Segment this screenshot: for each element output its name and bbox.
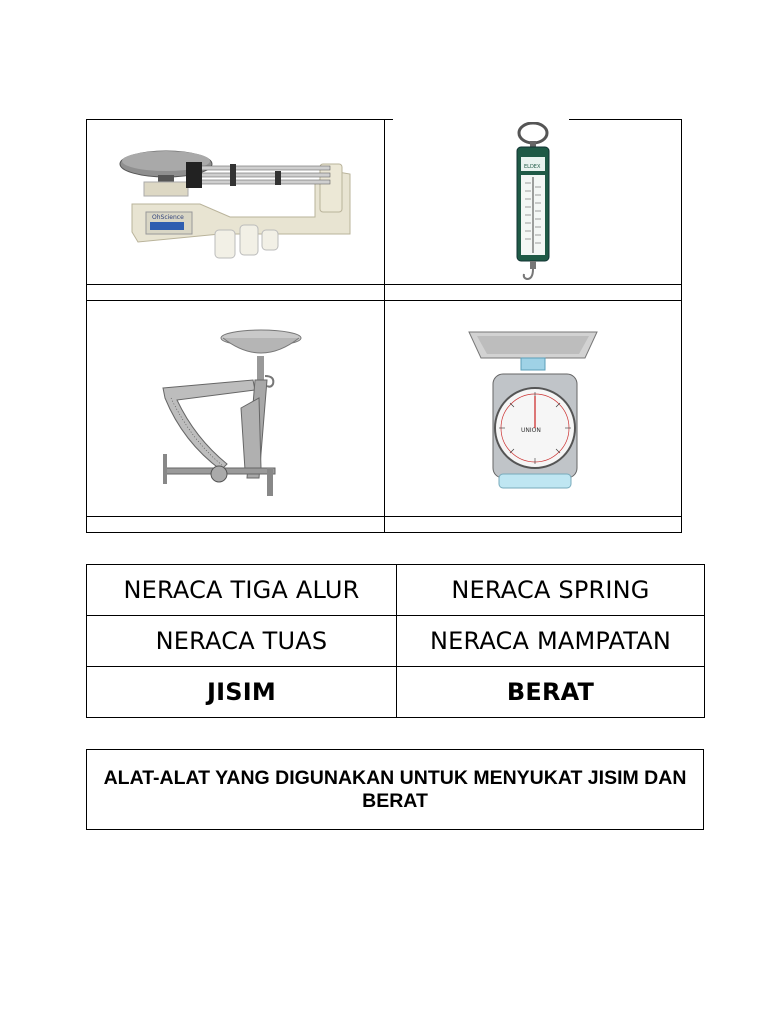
compression-scale-cell [384,300,681,516]
svg-text:OhScience: OhScience [152,213,185,221]
triple-beam-balance-cell [87,120,385,285]
spring-balance-image [503,121,563,283]
image-grid [86,119,682,533]
blank-cell [87,516,385,532]
label-lever-balance: NERACA TUAS [87,616,397,667]
blank-cell [87,284,385,300]
blank-cell [384,284,681,300]
triple-beam-balance-image [110,142,360,262]
lever-balance-cell [87,300,385,516]
label-mass: JISIM [87,667,397,718]
label-spring-balance: NERACA SPRING [397,565,705,616]
caption-box [86,749,704,830]
lever-balance-image [155,318,315,498]
svg-text:UNION: UNION [520,427,541,435]
label-table [86,564,705,718]
spring-balance-cell [384,120,681,285]
label-triple-beam-balance: NERACA TIGA ALUR [87,565,397,616]
label-compression-scale: NERACA MAMPATAN [397,616,705,667]
blank-cell [384,516,681,532]
compression-scale-image [463,318,603,498]
caption-text: ALAT-ALAT YANG DIGUNAKAN UNTUK MENYUKAT JISIM DAN BERAT [103,766,687,812]
label-weight: BERAT [397,667,705,718]
svg-text:ELDEX: ELDEX [523,163,541,170]
